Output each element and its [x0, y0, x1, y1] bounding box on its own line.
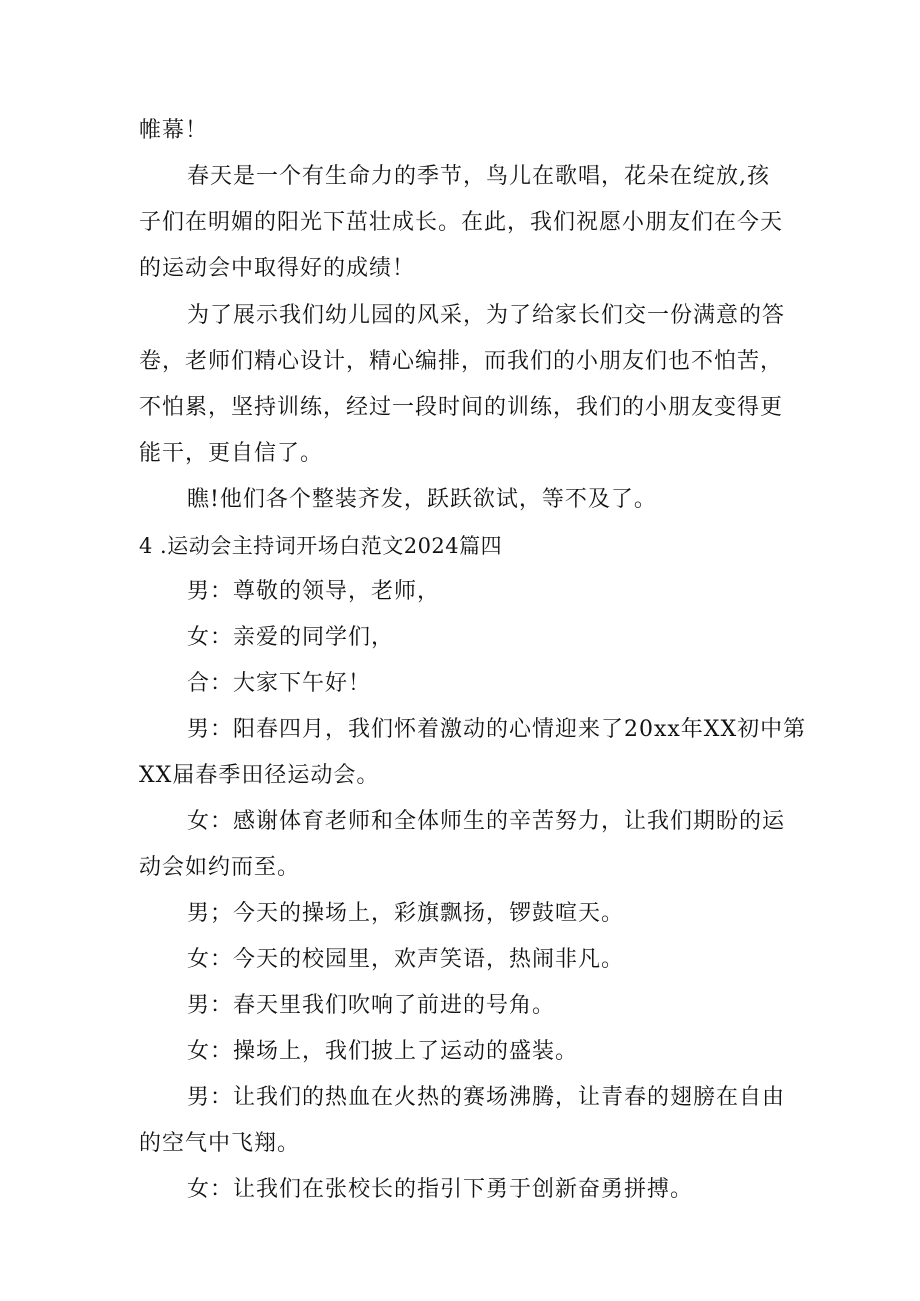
text-line: 不怕累，坚持训练，经过一段时间的训练，我们的小朋友变得更 [139, 395, 784, 420]
text-line: 男：尊敬的领导，老师， [187, 579, 441, 604]
text-line: 能干，更自信了。 [139, 441, 324, 466]
text-line: 春天是一个有生命力的季节，鸟儿在歌唱，花朵在绽放,孩 [187, 164, 770, 189]
text-line: 为了展示我们幼儿园的风采，为了给家长们交一份满意的答 [187, 303, 786, 328]
text-line: 瞧!他们各个整装齐发，跃跃欲试，等不及了。 [187, 487, 657, 512]
text-line: 动会如约而至。 [139, 855, 301, 880]
section-heading: 4 .运动会主持词开场白范文2024篇四 [139, 534, 503, 558]
text-line: 男：让我们的热血在火热的赛场沸腾，让青春的翅膀在自由 [187, 1085, 786, 1110]
text-line: 合：大家下午好！ [187, 671, 372, 696]
text-line: 女：感谢体育老师和全体师生的辛苦努力，让我们期盼的运 [187, 809, 786, 834]
text-line: 女：让我们在张校长的指引下勇于创新奋勇拼搏。 [187, 1177, 694, 1202]
text-line: 男；今天的操场上，彩旗飘扬，锣鼓喧天。 [187, 901, 625, 926]
text-line: 女：亲爱的同学们， [187, 625, 395, 650]
text-line: 男：春天里我们吹响了前进的号角。 [187, 993, 556, 1018]
text-line: 帷幕！ [139, 118, 209, 143]
text-line: 男：阳春四月，我们怀着激动的心情迎来了20xx年XX初中第 [187, 717, 807, 742]
text-line: XX届春季田径运动会。 [139, 763, 380, 788]
text-line: 的空气中飞翔。 [139, 1131, 301, 1156]
text-line: 卷，老师们精心设计，精心编排，而我们的小朋友们也不怕苦， [139, 349, 784, 374]
text-line: 的运动会中取得好的成绩！ [139, 256, 416, 281]
text-line: 子们在明媚的阳光下茁壮成长。在此，我们祝愿小朋友们在今天 [139, 210, 784, 235]
text-line: 女：今天的校园里，欢声笑语，热闹非凡。 [187, 947, 625, 972]
text-line: 女：操场上，我们披上了运动的盛装。 [187, 1039, 579, 1064]
